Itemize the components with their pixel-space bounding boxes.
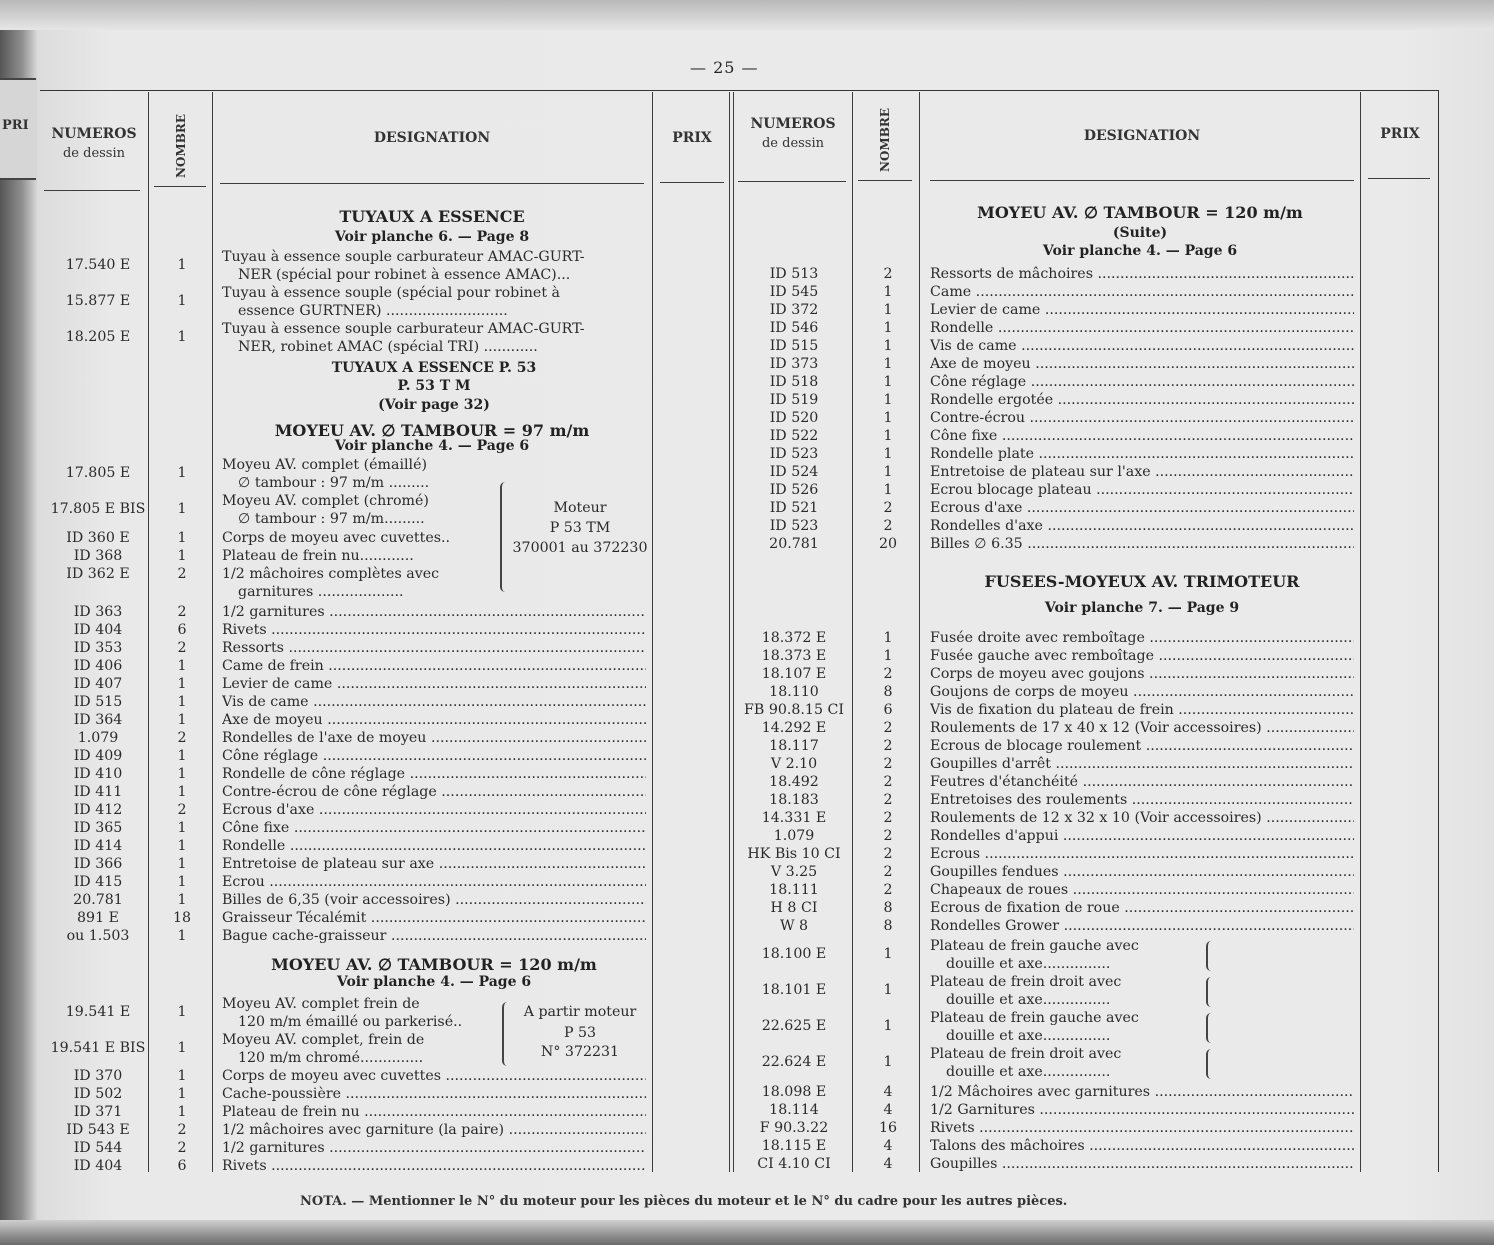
header-nombre-left: NOMBRE (174, 114, 188, 178)
designation: Plateau de frein droit avec (930, 1046, 1122, 1062)
header-designation-right: DESIGNATION (1083, 128, 1201, 144)
quantity: 6 (883, 702, 893, 718)
part-number: 18.183 (769, 792, 819, 808)
designation: Vis de came ..... (930, 337, 1354, 355)
quantity: 2 (883, 774, 893, 790)
designation: Came de frein ..... (222, 657, 646, 675)
designation: Feutres d'étanchéité ..... (930, 773, 1354, 791)
quantity: 1 (177, 530, 187, 546)
section-title: FUSEES-MOYEUX AV. TRIMOTEUR (984, 572, 1300, 591)
page-number: — 25 — (690, 58, 759, 77)
header-numeros-left: NUMEROS de dessin (51, 126, 137, 161)
quantity: 4 (883, 1138, 893, 1154)
quantity: 1 (177, 928, 187, 944)
designation: Contre-écrou de cône réglage ..... (222, 783, 646, 801)
part-number: CI 4.10 CI (757, 1156, 831, 1172)
part-number: 18.111 (769, 882, 819, 898)
designation: garnitures ................... (238, 584, 404, 600)
quantity: 4 (883, 1156, 893, 1172)
part-number: ID 411 (73, 784, 123, 800)
quantity: 1 (177, 257, 187, 273)
quantity: 1 (177, 820, 187, 836)
designation: Rivets ..... (222, 621, 646, 639)
part-number: ID 373 (769, 356, 819, 372)
part-number: ID 372 (769, 302, 819, 318)
designation: Levier de came ..... (930, 301, 1354, 319)
designation: ∅ tambour : 97 m/m......... (238, 511, 425, 527)
part-number: F 90.3.22 (759, 1120, 829, 1136)
part-number: 19.541 E BIS (50, 1040, 146, 1056)
quantity: 1 (177, 1040, 187, 1056)
quantity: 1 (177, 658, 187, 674)
part-number: ID 519 (769, 392, 819, 408)
part-number: 18.373 E (761, 648, 827, 664)
section-subtitle: (Suite) (1112, 225, 1168, 241)
designation: Corps de moyeu avec goujons ..... (930, 665, 1354, 683)
designation: Goupilles fendues ..... (930, 863, 1354, 881)
quantity: 1 (883, 392, 893, 408)
quantity: 2 (177, 566, 187, 582)
quantity: 1 (883, 1018, 893, 1034)
header-designation-left: DESIGNATION (373, 130, 491, 146)
quantity: 1 (177, 838, 187, 854)
designation: NER, robinet AMAC (spécial TRI) ............ (238, 339, 538, 355)
header-nombre-right: NOMBRE (878, 108, 892, 172)
partir-note: P 53 (563, 1025, 597, 1041)
designation: Rondelle plate ..... (930, 445, 1354, 463)
designation: Tuyau à essence souple carburateur AMAC-GURT- (222, 321, 585, 337)
designation: Corps de moyeu avec cuvettes.. (222, 530, 451, 546)
part-number: ID 365 (73, 820, 123, 836)
moteur-note: 370001 au 372230 (512, 540, 648, 556)
designation: Rivets ..... (930, 1119, 1354, 1137)
quantity: 1 (177, 856, 187, 872)
part-number: 14.292 E (761, 720, 827, 736)
part-number: 22.624 E (761, 1054, 827, 1070)
section-subtitle: (Voir page 32) (378, 397, 490, 413)
designation: Rondelles d'appui ..... (930, 827, 1354, 845)
quantity: 8 (883, 684, 893, 700)
designation: Axe de moyeu ..... (930, 355, 1354, 373)
designation: Ecrous de blocage roulement ..... (930, 737, 1354, 755)
brace (1206, 977, 1216, 1007)
quantity: 1 (177, 892, 187, 908)
part-number: ID 353 (73, 640, 123, 656)
designation: Rivets ..... (222, 1157, 646, 1175)
designation: Plateau de frein gauche avec (930, 938, 1139, 954)
designation: Moyeu AV. complet (émaillé) (222, 457, 428, 473)
designation: NER (spécial pour robinet à essence AMAC)... (238, 267, 571, 283)
part-number: HK Bis 10 CI (747, 846, 841, 862)
designation: Ecrous d'axe ..... (930, 499, 1354, 517)
part-number: ID 502 (73, 1086, 123, 1102)
quantity: 2 (883, 720, 893, 736)
quantity: 1 (177, 766, 187, 782)
quantity: 2 (883, 500, 893, 516)
designation: Entretoise de plateau sur axe ..... (222, 855, 646, 873)
quantity: 6 (177, 1158, 187, 1174)
quantity: 20 (878, 536, 898, 552)
designation: Cône fixe ..... (222, 819, 646, 837)
designation: 120 m/m chromé.............. (238, 1050, 424, 1066)
part-number: ID 522 (769, 428, 819, 444)
section-subtitle: Voir planche 4. — Page 6 (1042, 243, 1238, 259)
designation: douille et axe............... (946, 1064, 1111, 1080)
designation: Rondelles d'axe ..... (930, 517, 1354, 535)
designation: ∅ tambour : 97 m/m ......... (238, 475, 430, 491)
section-title: MOYEU AV. ∅ TAMBOUR = 97 m/m (274, 421, 590, 440)
partir-note: N° 372231 (540, 1044, 620, 1060)
section-subtitle: Voir planche 4. — Page 6 (336, 974, 532, 990)
quantity: 1 (177, 1004, 187, 1020)
designation: Roulements de 17 x 40 x 12 (Voir accessoires) ..... (930, 719, 1354, 737)
part-number: 20.781 (73, 892, 123, 908)
part-number: 18.492 (769, 774, 819, 790)
designation: Levier de came ..... (222, 675, 646, 693)
designation: Goupilles ..... (930, 1155, 1354, 1173)
designation: Contre-écrou ..... (930, 409, 1354, 427)
part-number: ID 524 (769, 464, 819, 480)
part-number: ID 364 (73, 712, 123, 728)
part-number: 18.107 E (761, 666, 827, 682)
designation: Ecrou blocage plateau ..... (930, 481, 1354, 499)
brace (1206, 1013, 1216, 1043)
designation: Cache-poussière ..... (222, 1085, 646, 1103)
moteur-note: P 53 TM (549, 520, 611, 536)
part-number: ID 412 (73, 802, 123, 818)
part-number: 18.100 E (761, 946, 827, 962)
part-number: 18.372 E (761, 630, 827, 646)
part-number: ID 520 (769, 410, 819, 426)
quantity: 1 (883, 356, 893, 372)
part-number: 18.115 E (761, 1138, 827, 1154)
part-number: 1.079 (773, 828, 815, 844)
part-number: 15.877 E (65, 293, 131, 309)
quantity: 1 (883, 302, 893, 318)
part-number: V 2.10 (770, 756, 818, 772)
section-subtitle: P. 53 T M (397, 378, 471, 394)
designation: Talons des mâchoires ..... (930, 1137, 1354, 1155)
part-number: 17.540 E (65, 257, 131, 273)
part-number: ID 407 (73, 676, 123, 692)
quantity: 8 (883, 918, 893, 934)
part-number: ID 363 (73, 604, 123, 620)
designation: 1/2 Garnitures ..... (930, 1101, 1354, 1119)
part-number: 18.110 (769, 684, 819, 700)
part-number: 22.625 E (761, 1018, 827, 1034)
part-number: ID 366 (73, 856, 123, 872)
quantity: 1 (883, 320, 893, 336)
part-number: 19.541 E (65, 1004, 131, 1020)
quantity: 1 (883, 946, 893, 962)
designation: Rondelles Grower ..... (930, 917, 1354, 935)
part-number: ID 543 E (66, 1122, 130, 1138)
quantity: 4 (883, 1102, 893, 1118)
quantity: 1 (177, 1104, 187, 1120)
designation: 120 m/m émaillé ou parkerisé.. (238, 1014, 463, 1030)
designation: Rondelles de l'axe de moyeu ..... (222, 729, 646, 747)
part-number: ID 371 (73, 1104, 123, 1120)
designation: Bague cache-graisseur ..... (222, 927, 646, 945)
designation: Chapeaux de roues ..... (930, 881, 1354, 899)
quantity: 1 (883, 410, 893, 426)
quantity: 2 (177, 640, 187, 656)
designation: Axe de moyeu ..... (222, 711, 646, 729)
designation: Cône réglage ..... (930, 373, 1354, 391)
quantity: 1 (177, 329, 187, 345)
designation: Rondelle ..... (930, 319, 1354, 337)
header-numeros-right: NUMEROS de dessin (750, 116, 836, 151)
designation: 1/2 garnitures ..... (222, 1139, 646, 1157)
quantity: 2 (883, 882, 893, 898)
designation: 1/2 garnitures ..... (222, 603, 646, 621)
quantity: 2 (883, 266, 893, 282)
designation: Ecrous d'axe ..... (222, 801, 646, 819)
quantity: 1 (883, 338, 893, 354)
top-shadow (0, 0, 1494, 30)
quantity: 4 (883, 1084, 893, 1100)
designation: Billes ∅ 6.35 ..... (930, 535, 1354, 553)
quantity: 1 (177, 501, 187, 517)
quantity: 2 (177, 1140, 187, 1156)
part-number: V 3.25 (770, 864, 818, 880)
quantity: 16 (878, 1120, 898, 1136)
brace (1206, 1049, 1216, 1079)
part-number: H 8 CI (770, 900, 818, 916)
part-number: ID 546 (769, 320, 819, 336)
section-subtitle: Voir planche 4. — Page 6 (334, 438, 530, 454)
quantity: 2 (883, 846, 893, 862)
quantity: 1 (177, 1086, 187, 1102)
header-prix-right: PRIX (1380, 126, 1420, 142)
designation: 1/2 mâchoires complètes avec (222, 566, 440, 582)
designation: Ecrou ..... (222, 873, 646, 891)
designation: Rondelle de cône réglage ..... (222, 765, 646, 783)
quantity: 1 (883, 482, 893, 498)
quantity: 1 (177, 465, 187, 481)
part-number: ID 521 (769, 500, 819, 516)
part-number: 17.805 E BIS (50, 501, 146, 517)
part-number: 18.098 E (761, 1084, 827, 1100)
designation: Goupilles d'arrêt ..... (930, 755, 1354, 773)
designation: Ressorts ..... (222, 639, 646, 657)
part-number: ID 515 (769, 338, 819, 354)
quantity: 1 (883, 982, 893, 998)
section-title: TUYAUX A ESSENCE P. 53 (331, 360, 537, 376)
previous-page-edge (0, 78, 36, 180)
quantity: 1 (177, 293, 187, 309)
designation: douille et axe............... (946, 992, 1111, 1008)
part-number: ID 360 E (66, 530, 130, 546)
part-number: ID 362 E (66, 566, 130, 582)
quantity: 6 (177, 622, 187, 638)
designation: Ecrous ..... (930, 845, 1354, 863)
designation: Fusée droite avec remboîtage ..... (930, 629, 1354, 647)
designation: Plateau de frein gauche avec (930, 1010, 1139, 1026)
bottom-shadow (0, 1220, 1494, 1245)
designation: 1/2 Mâchoires avec garnitures ..... (930, 1083, 1354, 1101)
quantity: 2 (883, 666, 893, 682)
designation: Roulements de 12 x 32 x 10 (Voir accessoires) ..... (930, 809, 1354, 827)
part-number: ID 526 (769, 482, 819, 498)
quantity: 2 (177, 604, 187, 620)
quantity: 1 (883, 464, 893, 480)
designation: Tuyau à essence souple (spécial pour robinet à (222, 285, 560, 301)
designation: douille et axe............... (946, 1028, 1111, 1044)
designation: Ecrous de fixation de roue ..... (930, 899, 1354, 917)
designation: Vis de came ..... (222, 693, 646, 711)
designation: Entretoise de plateau sur l'axe ..... (930, 463, 1354, 481)
quantity: 2 (883, 828, 893, 844)
part-number: FB 90.8.15 CI (744, 702, 844, 718)
moteur-note: Moteur (553, 500, 607, 516)
part-number: ID 513 (769, 266, 819, 282)
designation: Plateau de frein nu ..... (222, 1103, 646, 1121)
part-number: 18.205 E (65, 329, 131, 345)
quantity: 2 (883, 864, 893, 880)
part-number: ID 368 (73, 548, 123, 564)
designation: Tuyau à essence souple carburateur AMAC-GURT- (222, 249, 585, 265)
designation: Moyeu AV. complet (chromé) (222, 493, 429, 509)
designation: Graisseur Técalémit ..... (222, 909, 646, 927)
designation: Plateau de frein droit avec (930, 974, 1122, 990)
designation: Vis de fixation du plateau de frein ..... (930, 701, 1354, 719)
designation: 1/2 mâchoires avec garniture (la paire) ..... (222, 1121, 646, 1139)
quantity: 1 (177, 748, 187, 764)
part-number: ID 515 (73, 694, 123, 710)
footnote: NOTA. — Mentionner le N° du moteur pour les pièces du moteur et le N° du cadre pour les autres pièces. (300, 1194, 1068, 1209)
part-number: ID 544 (73, 1140, 123, 1156)
part-number: 18.114 (769, 1102, 819, 1118)
designation: Rondelle ..... (222, 837, 646, 855)
section-title: MOYEU AV. ∅ TAMBOUR = 120 m/m (271, 955, 597, 974)
section-subtitle: Voir planche 6. — Page 8 (334, 229, 530, 245)
part-number: 1.079 (77, 730, 119, 746)
part-number: ou 1.503 (66, 928, 130, 944)
quantity: 2 (883, 756, 893, 772)
part-number: ID 410 (73, 766, 123, 782)
quantity: 2 (177, 1122, 187, 1138)
part-number: ID 415 (73, 874, 123, 890)
quantity: 1 (883, 428, 893, 444)
part-number: ID 523 (769, 446, 819, 462)
designation: Goujons de corps de moyeu ..... (930, 683, 1354, 701)
part-number: ID 370 (73, 1068, 123, 1084)
header-prix-left: PRIX (672, 130, 712, 146)
part-number: ID 414 (73, 838, 123, 854)
quantity: 1 (177, 676, 187, 692)
designation: Cône fixe ..... (930, 427, 1354, 445)
designation: Cône réglage ..... (222, 747, 646, 765)
quantity: 2 (177, 802, 187, 818)
quantity: 1 (177, 1068, 187, 1084)
designation: Corps de moyeu avec cuvettes ..... (222, 1067, 646, 1085)
designation: Moyeu AV. complet frein de (222, 996, 420, 1012)
brace (1206, 941, 1216, 971)
part-number: 18.101 E (761, 982, 827, 998)
quantity: 1 (883, 648, 893, 664)
section-title: TUYAUX A ESSENCE (339, 207, 525, 226)
quantity: 1 (177, 712, 187, 728)
quantity: 1 (177, 784, 187, 800)
part-number: ID 523 (769, 518, 819, 534)
designation: Rondelle ergotée ..... (930, 391, 1354, 409)
quantity: 2 (883, 518, 893, 534)
quantity: 1 (177, 548, 187, 564)
part-number: 18.117 (769, 738, 819, 754)
quantity: 1 (883, 374, 893, 390)
designation: Came ..... (930, 283, 1354, 301)
part-number: W 8 (779, 918, 809, 934)
section-title: MOYEU AV. ∅ TAMBOUR = 120 m/m (977, 203, 1303, 222)
quantity: 18 (172, 910, 192, 926)
designation: Moyeu AV. complet, frein de (222, 1032, 425, 1048)
part-number: 891 E (77, 910, 119, 926)
part-number: 14.331 E (761, 810, 827, 826)
designation: Entretoises des roulements ..... (930, 791, 1354, 809)
previous-page-fragment: PRI (2, 118, 29, 133)
designation: douille et axe............... (946, 956, 1111, 972)
quantity: 1 (177, 694, 187, 710)
quantity: 2 (883, 738, 893, 754)
designation: Billes de 6,35 (voir accessoires) ..... (222, 891, 646, 909)
part-number: ID 518 (769, 374, 819, 390)
part-number: ID 404 (73, 1158, 123, 1174)
quantity: 2 (883, 792, 893, 808)
designation: Plateau de frein nu............ (222, 548, 414, 564)
partir-note: A partir moteur (523, 1004, 637, 1020)
part-number: 17.805 E (65, 465, 131, 481)
part-number: ID 545 (769, 284, 819, 300)
quantity: 1 (883, 1054, 893, 1070)
quantity: 8 (883, 900, 893, 916)
quantity: 1 (883, 630, 893, 646)
designation: essence GURTNER) ........................... (238, 303, 508, 319)
quantity: 2 (883, 810, 893, 826)
quantity: 1 (883, 284, 893, 300)
part-number: ID 404 (73, 622, 123, 638)
designation: Fusée gauche avec remboîtage ..... (930, 647, 1354, 665)
part-number: ID 409 (73, 748, 123, 764)
quantity: 1 (177, 874, 187, 890)
quantity: 2 (177, 730, 187, 746)
part-number: 20.781 (769, 536, 819, 552)
part-number: ID 406 (73, 658, 123, 674)
section-subtitle: Voir planche 7. — Page 9 (1044, 600, 1240, 616)
designation: Ressorts de mâchoires ..... (930, 265, 1354, 283)
quantity: 1 (883, 446, 893, 462)
